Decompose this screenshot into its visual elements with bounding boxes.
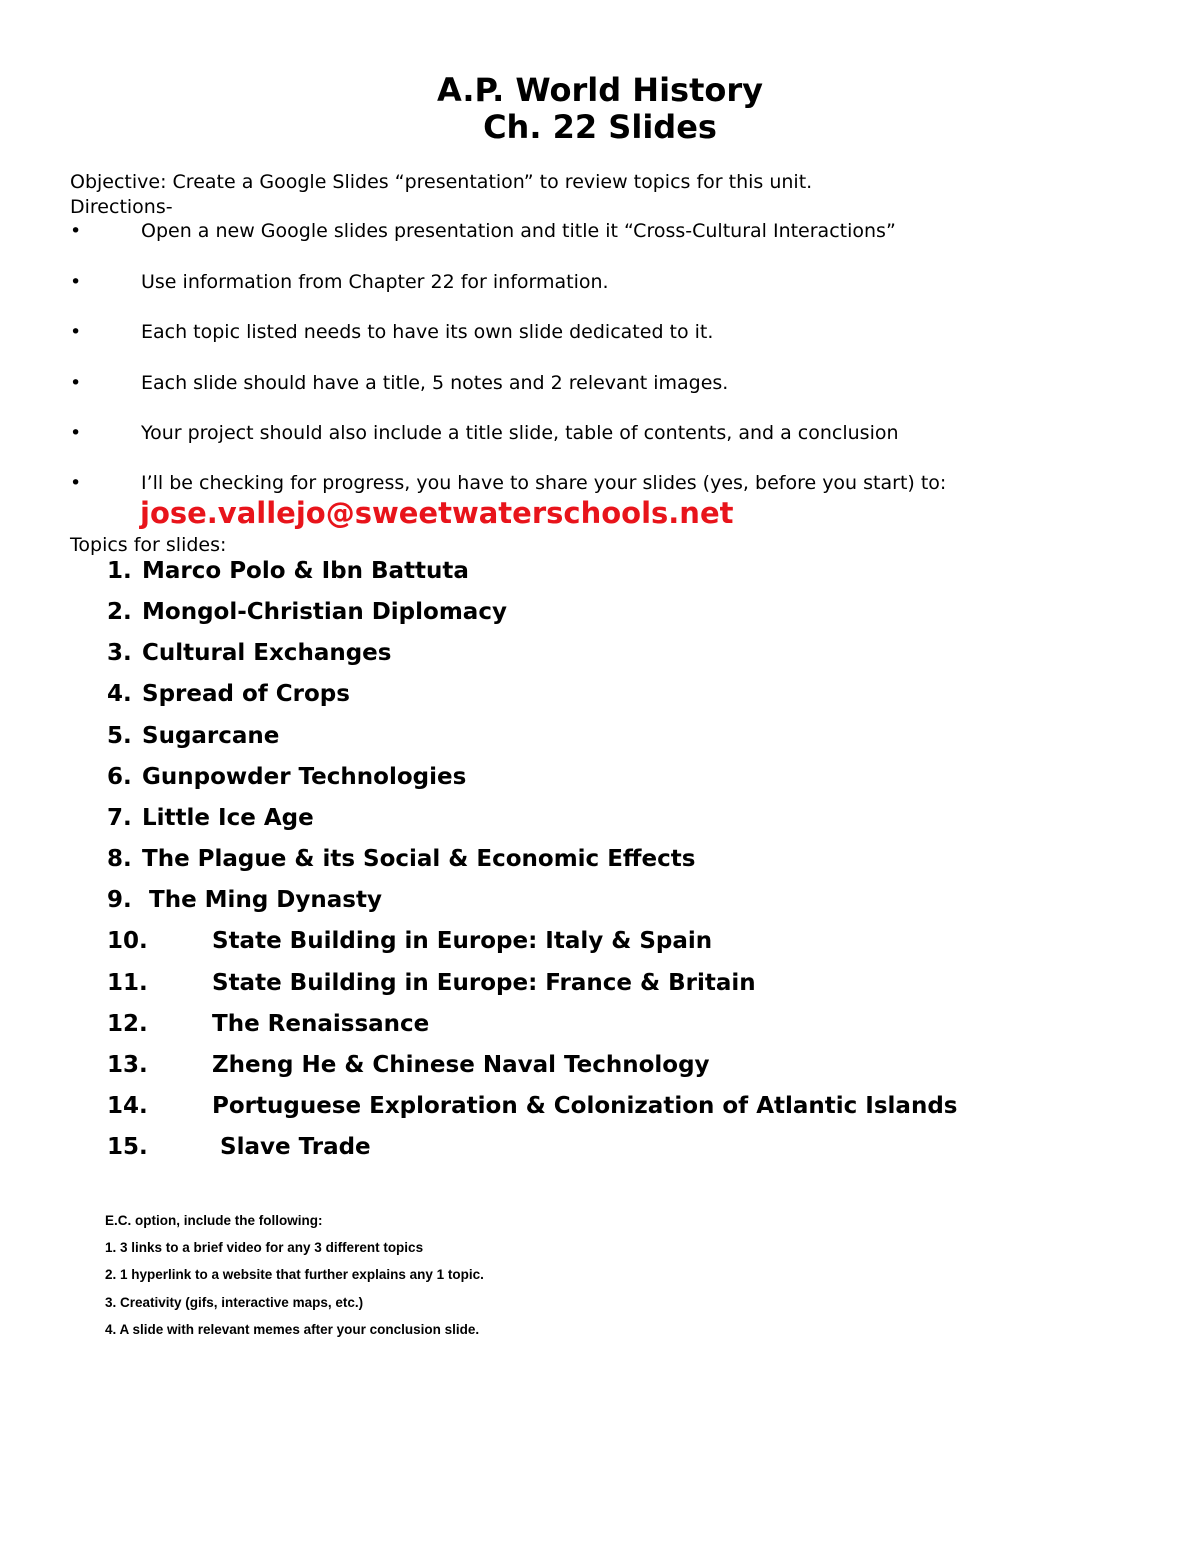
topic-title: The Renaissance	[212, 1011, 430, 1037]
topic-title: Slave Trade	[220, 1134, 371, 1160]
direction-text: Use information from Chapter 22 for information.	[141, 271, 609, 293]
topic-title: State Building in Europe: France & Britain	[212, 970, 756, 996]
topic-title: State Building in Europe: Italy & Spain	[212, 928, 713, 954]
topic-title: Mongol-Christian Diplomacy	[142, 599, 507, 625]
topic-title: Cultural Exchanges	[142, 640, 392, 666]
direction-text: I’ll be checking for progress, you have to share your slides (yes, before you start) to:	[141, 472, 947, 494]
direction-text: Each topic listed needs to have its own slide dedicated to it.	[141, 321, 714, 343]
topic-number: 9.	[107, 887, 132, 913]
bullet-icon: •	[70, 220, 82, 242]
topic-number: 13.	[107, 1052, 148, 1078]
objective-text: Objective: Create a Google Slides “presentation” to review topics for this unit.	[70, 171, 813, 193]
topic-title: Marco Polo & Ibn Battuta	[142, 558, 469, 584]
bullet-icon: •	[70, 422, 82, 444]
topic-number: 3.	[107, 640, 132, 666]
topic-title: Little Ice Age	[142, 805, 314, 831]
topic-number: 2.	[107, 599, 132, 625]
direction-text: Open a new Google slides presentation and title it “Cross-Cultural Interactions”	[141, 220, 896, 242]
topic-number: 14.	[107, 1093, 148, 1119]
topic-title: Portuguese Exploration & Colonization of Atlantic Islands	[212, 1093, 958, 1119]
page-subtitle: Ch. 22 Slides	[483, 108, 717, 146]
topic-number: 6.	[107, 764, 132, 790]
direction-text: Your project should also include a title slide, table of contents, and a conclusion	[141, 422, 899, 444]
extra-credit-item: 1. 3 links to a brief video for any 3 different topics	[105, 1240, 424, 1255]
topic-title: The Plague & its Social & Economic Effects	[142, 846, 696, 872]
bullet-icon: •	[70, 372, 82, 394]
topic-title: Gunpowder Technologies	[142, 764, 467, 790]
extra-credit-item: 3. Creativity (gifs, interactive maps, etc.)	[105, 1295, 364, 1310]
topic-title: Sugarcane	[142, 723, 280, 749]
topic-number: 11.	[107, 970, 148, 996]
topics-heading: Topics for slides:	[70, 534, 227, 556]
topic-number: 7.	[107, 805, 132, 831]
topic-title: Spread of Crops	[142, 681, 350, 707]
bullet-icon: •	[70, 321, 82, 343]
extra-credit-heading: E.C. option, include the following:	[105, 1213, 323, 1228]
teacher-email: jose.vallejo@sweetwaterschools.net	[140, 496, 734, 530]
page-title: A.P. World History	[436, 71, 764, 109]
topic-title: The Ming Dynasty	[149, 887, 382, 913]
topic-number: 12.	[107, 1011, 148, 1037]
topic-number: 8.	[107, 846, 132, 872]
topic-title: Zheng He & Chinese Naval Technology	[212, 1052, 710, 1078]
extra-credit-item: 4. A slide with relevant memes after your conclusion slide.	[105, 1322, 480, 1337]
topic-number: 15.	[107, 1134, 148, 1160]
bullet-icon: •	[70, 271, 82, 293]
extra-credit-item: 2. 1 hyperlink to a website that further explains any 1 topic.	[105, 1267, 484, 1282]
directions-label: Directions-	[70, 196, 173, 218]
direction-text: Each slide should have a title, 5 notes and 2 relevant images.	[141, 372, 729, 394]
topic-number: 4.	[107, 681, 132, 707]
topic-number: 10.	[107, 928, 148, 954]
bullet-icon: •	[70, 472, 82, 494]
topic-number: 1.	[107, 558, 132, 584]
topic-number: 5.	[107, 723, 132, 749]
